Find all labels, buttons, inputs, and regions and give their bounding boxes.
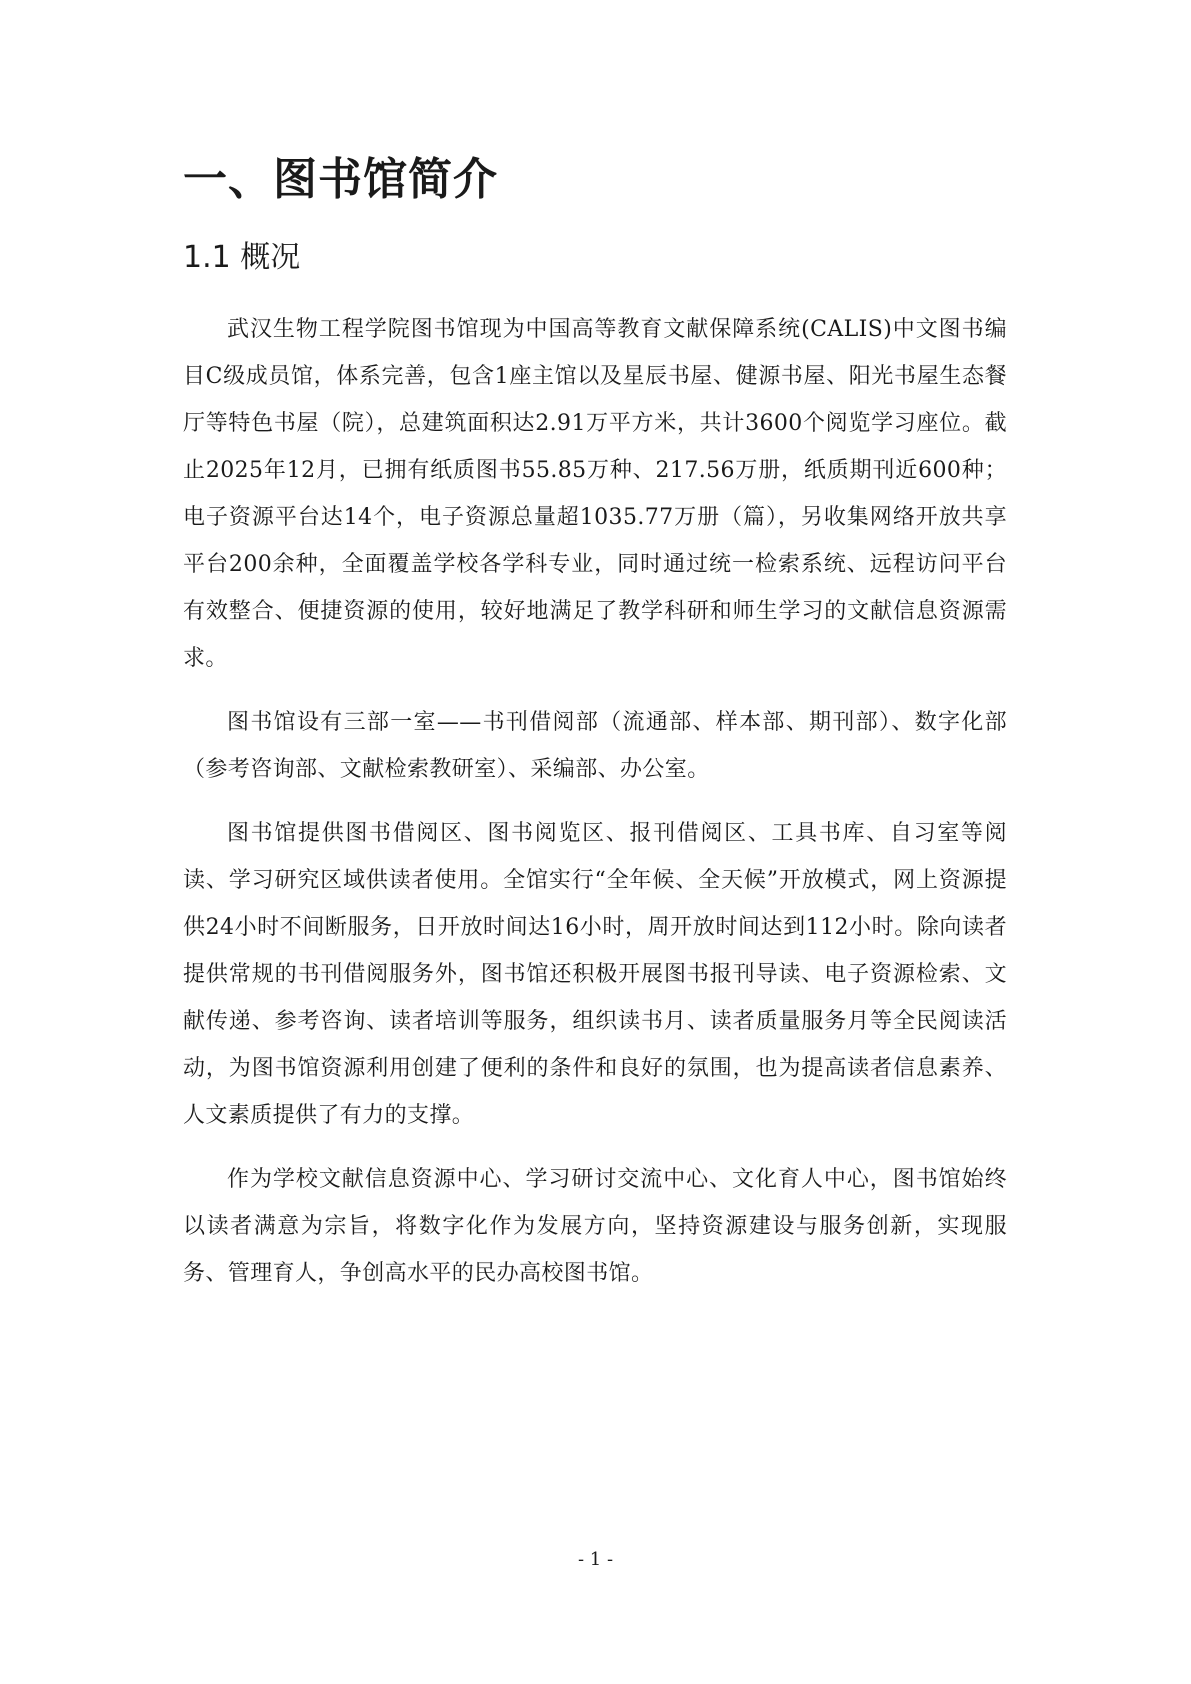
- section-title: 1.1 概况: [183, 240, 301, 275]
- paragraph-overview: 武汉生物工程学院图书馆现为中国高等教育文献保障系统(CALIS)中文图书编目C级成员馆，体系完善，包含1座主馆以及星辰书屋、健源书屋、阳光书屋生态餐厅等特色书屋（院），总建筑面积达2.91万平方米，共计3600个阅览学习座位。截止2025年12月，已拥有纸质图书55.85万种、217.56万册，纸质期刊近600种；电子资源平台达14个，电子资源总量超1035.77万册（篇），另收集网络开放共享平台200余种，全面覆盖学校各学科专业，同时通过统一检索系统、远程访问平台有效整合、便捷资源的使用，较好地满足了教学科研和师生学习的文献信息资源需求。: [183, 317, 1007, 671]
- paragraph-departments: 图书馆设有三部一室——书刊借阅部（流通部、样本部、期刊部）、数字化部（参考咨询部、文献检索教研室）、采编部、办公室。: [183, 710, 1007, 782]
- chapter-title: 一、图书馆简介: [183, 154, 498, 205]
- body-text: [183, 306, 1007, 1314]
- paragraph-services: 图书馆提供图书借阅区、图书阅览区、报刊借阅区、工具书库、自习室等阅读、学习研究区域供读者使用。全馆实行“全年候、全天候”开放模式，网上资源提供24小时不间断服务，日开放时间达16小时，周开放时间达到112小时。除向读者提供常规的书刊借阅服务外，图书馆还积极开展图书报刊导读、电子资源检索、文献传递、参考咨询、读者培训等服务，组织读书月、读者质量服务月等全民阅读活动，为图书馆资源利用创建了便利的条件和良好的氛围，也为提高读者信息素养、人文素质提供了有力的支撑。: [183, 821, 1007, 1128]
- paragraph-mission: 作为学校文献信息资源中心、学习研讨交流中心、文化育人中心，图书馆始终以读者满意为宗旨，将数字化作为发展方向，坚持资源建设与服务创新，实现服务、管理育人，争创高水平的民办高校图书馆。: [183, 1167, 1007, 1286]
- page-number: - 1 -: [577, 1549, 614, 1570]
